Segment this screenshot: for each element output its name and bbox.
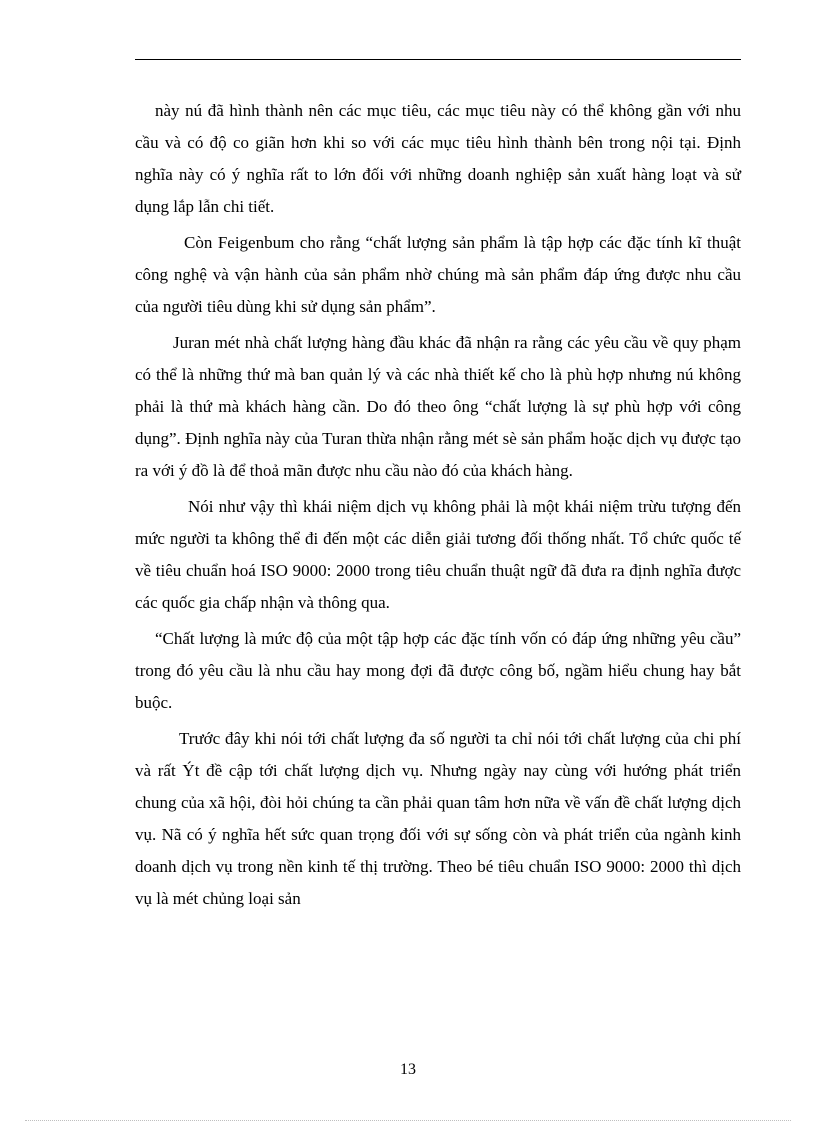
paragraph-4: Nói như vậy thì khái niệm dịch vụ không phải là một khái niệm trừu tượng đến mức người ta không thể đi đến một các diễn giải tương đối thống nhất. Tổ chức quốc tế về tiêu chuẩn hoá ISO 9000: 2000 trong tiêu chuẩn thuật ngữ đã đưa ra định nghĩa được các quốc gia chấp nhận và thông qua. [135, 497, 741, 612]
header-rule [135, 59, 741, 60]
document-body [135, 95, 741, 915]
paragraph-3: Juran mét nhà chất lượng hàng đầu khác đã nhận ra rằng các yêu cầu về quy phạm có thể là những thứ mà ban quản lý và các nhà thiết kế cho là phù hợp nhưng nú không phải là thứ mà khách hàng cần. Do đó theo ông “chất lượng là sự phù hợp với công dụng”. Định nghĩa này của Turan thừa nhận rằng mét sè sản phẩm hoặc dịch vụ được tạo ra với ý đồ là để thoả mãn được nhu cầu nào đó của khách hàng. [135, 333, 741, 480]
page-number: 13 [400, 1061, 416, 1078]
footer-rule [25, 1120, 791, 1121]
paragraph-1: này nú đã hình thành nên các mục tiêu, các mục tiêu này có thể không gần với nhu cầu và có độ co giãn hơn khi so với các mục tiêu hình thành bên trong nội tại. Định nghĩa này có ý nghĩa rất to lớn đối với những doanh nghiệp sản xuất hàng loạt và sử dụng lắp lẫn chi tiết. [135, 101, 741, 216]
paragraph-2: Còn Feigenbum cho rằng “chất lượng sản phẩm là tập hợp các đặc tính kĩ thuật công nghệ và vận hành của sản phẩm nhờ chúng mà sản phẩm đáp ứng được nhu cầu của người tiêu dùng khi sử dụng sản phẩm”. [135, 233, 741, 316]
paragraph-6: Trước đây khi nói tới chất lượng đa số người ta chỉ nói tới chất lượng của chi phí và rất Ýt đề cập tới chất lượng dịch vụ. Nhưng ngày nay cùng với hướng phát triển chung của xã hội, đòi hỏi chúng ta cần phải quan tâm hơn nữa về vấn đề chất lượng dịch vụ. Nã có ý nghĩa hết sức quan trọng đối với sự sống còn và phát triển của ngành kinh doanh dịch vụ trong nền kinh tế thị trường. Theo bé tiêu chuẩn ISO 9000: 2000 thì dịch vụ là mét chủng loại sản [135, 729, 741, 908]
paragraph-5: “Chất lượng là mức độ của một tập hợp các đặc tính vốn có đáp ứng những yêu cầu” trong đó yêu cầu là nhu cầu hay mong đợi đã được công bố, ngầm hiểu chung hay bắt buộc. [135, 629, 741, 712]
